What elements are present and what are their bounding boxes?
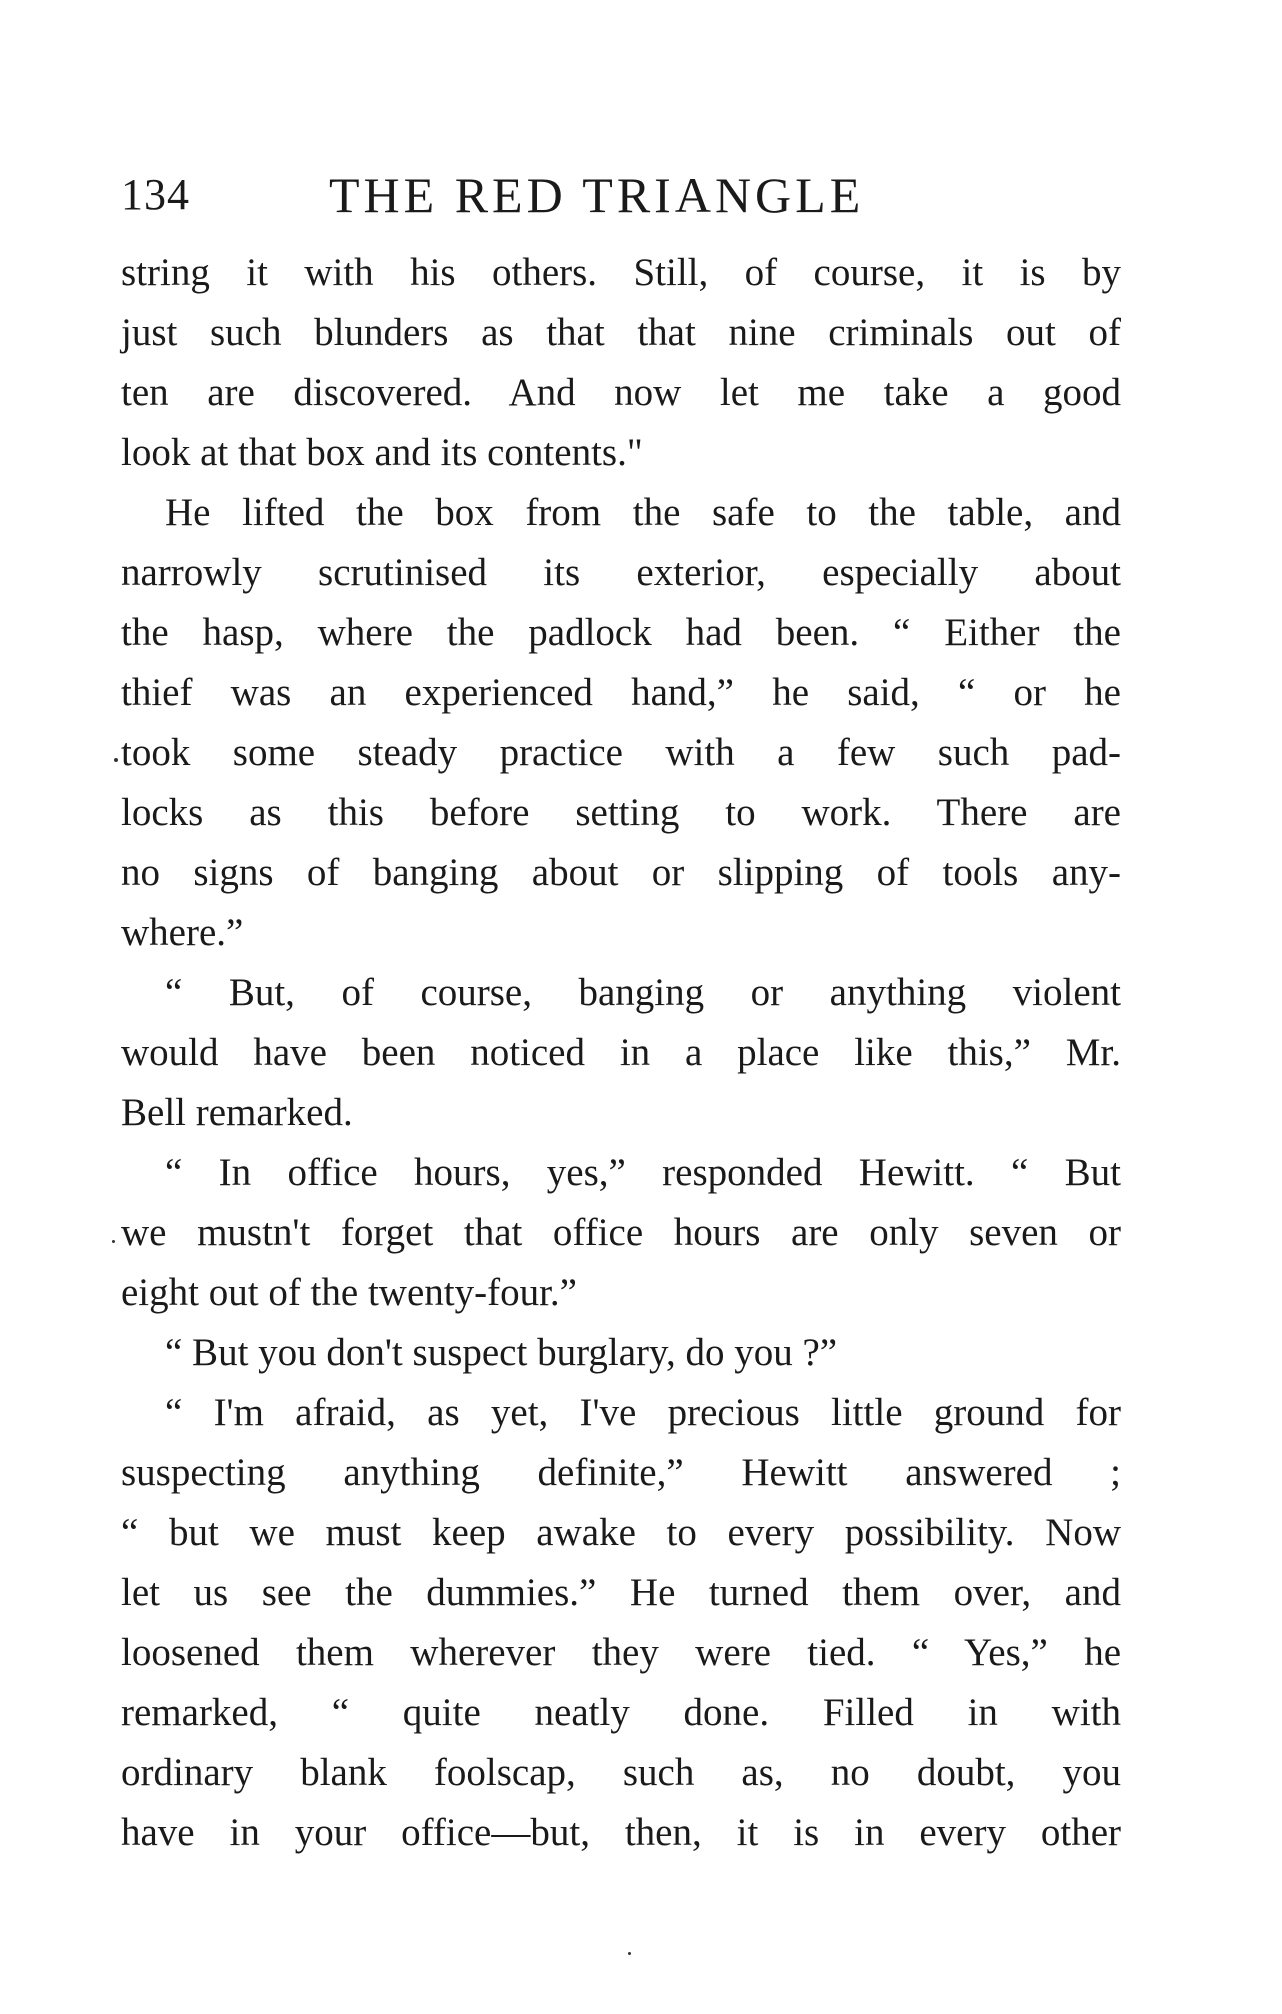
text-line: “ but we must keep awake to every possibility. Now — [121, 1511, 1121, 1554]
text-line: “ I'm afraid, as yet, I've precious little ground for — [165, 1391, 1121, 1434]
print-speck — [112, 1240, 115, 1243]
text-line: look at that box and its contents." — [121, 431, 643, 474]
text-line: narrowly scrutinised its exterior, especially about — [121, 551, 1121, 594]
text-line: ordinary blank foolscap, such as, no doubt, you — [121, 1751, 1121, 1794]
text-line: remarked, “ quite neatly done. Filled in with — [121, 1691, 1121, 1734]
text-line: just such blunders as that that nine criminals out of — [121, 311, 1121, 354]
text-line: Bell remarked. — [121, 1091, 353, 1134]
text-line: eight out of the twenty-four.” — [121, 1271, 577, 1314]
text-line: suspecting anything definite,” Hewitt answered ; — [121, 1451, 1121, 1494]
text-line: have in your office—but, then, it is in every other — [121, 1811, 1121, 1854]
text-line: took some steady practice with a few such pad- — [121, 731, 1121, 774]
text-line: string it with his others. Still, of course, it is by — [121, 251, 1121, 294]
text-line: He lifted the box from the safe to the table, and — [165, 491, 1121, 534]
text-line: loosened them wherever they were tied. “ Yes,” he — [121, 1631, 1121, 1674]
text-line: the hasp, where the padlock had been. “ Either the — [121, 611, 1121, 654]
text-line: we mustn't forget that office hours are only seven or — [121, 1211, 1121, 1254]
text-line: where.” — [121, 911, 244, 954]
text-line: would have been noticed in a place like this,” Mr. — [121, 1031, 1121, 1074]
body-text — [121, 243, 1121, 1863]
text-line: no signs of banging about or slipping of tools any- — [121, 851, 1121, 894]
text-line: “ But you don't suspect burglary, do you ?” — [165, 1331, 838, 1374]
print-speck — [114, 758, 118, 762]
page-number: 134 — [121, 170, 190, 219]
page-header — [121, 160, 1121, 230]
text-line: let us see the dummies.” He turned them over, and — [121, 1571, 1121, 1614]
print-speck — [628, 1952, 631, 1955]
text-line: ten are discovered. And now let me take a good — [121, 371, 1121, 414]
running-title: THE RED TRIANGLE — [329, 167, 865, 223]
text-line: “ In office hours, yes,” responded Hewitt. “ But — [165, 1151, 1121, 1194]
text-line: “ But, of course, banging or anything violent — [165, 971, 1121, 1014]
text-line: locks as this before setting to work. There are — [121, 791, 1121, 834]
text-line: thief was an experienced hand,” he said, “ or he — [121, 671, 1121, 714]
